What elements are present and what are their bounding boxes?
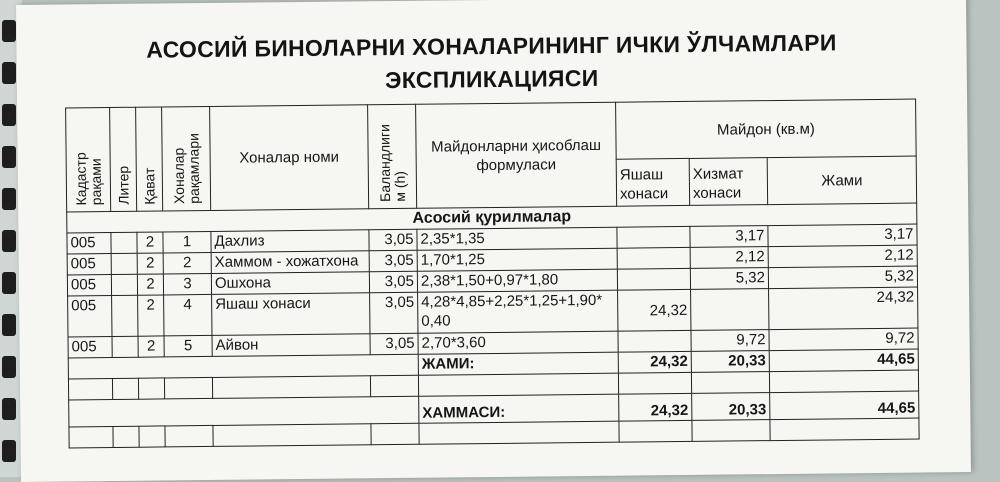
- binding-ring: [2, 230, 16, 252]
- cell-formula: 2,70*3,60: [418, 331, 618, 354]
- header-total: Жами: [767, 156, 916, 205]
- cell-cadastral: 005: [68, 336, 112, 357]
- cell-cadastral: 005: [68, 295, 112, 336]
- cell-formula: 2,38*1,50+0,97*1,80: [417, 269, 617, 292]
- grandtotal-label: ХАММАСИ:: [419, 394, 619, 423]
- subtotal-total: 44,65: [769, 349, 918, 372]
- header-height: Баландлиги м (h): [368, 104, 417, 208]
- grandtotal-total: 44,65: [770, 391, 919, 420]
- header-room-number: Хоналар рақамлари: [162, 106, 211, 210]
- header-floor: Қават: [136, 107, 163, 211]
- binding-ring: [2, 20, 16, 42]
- cell-floor: 2: [137, 274, 163, 295]
- document-page: [16, 0, 971, 482]
- cell-room-name: Дахлиз: [211, 230, 369, 253]
- cell-living: [617, 268, 690, 290]
- cell-room-name: Хаммом - хожатхона: [211, 251, 369, 274]
- section-title: Асосий қурилмалар: [67, 203, 917, 233]
- document-title: АСОСИЙ БИНОЛАРНИ ХОНАЛАРИНИНГ ИЧКИ ЎЛЧАМЛАРИ: [146, 29, 837, 63]
- binding-ring: [2, 314, 16, 336]
- cell-liter: [112, 295, 138, 336]
- cell-liter: [111, 232, 137, 253]
- cell-formula: 2,35*1,35: [417, 227, 617, 250]
- cell-formula: 4,28*4,85+2,25*1,25+1,90*0,40: [418, 290, 618, 333]
- subtotal-service: 20,33: [691, 351, 769, 373]
- cell-room-number: 1: [163, 231, 211, 253]
- cell-service: 2,12: [690, 247, 768, 269]
- binding-ring: [2, 188, 16, 210]
- binding-ring: [2, 356, 16, 378]
- cell-cadastral: 005: [67, 232, 111, 253]
- cell-floor: 2: [138, 295, 164, 336]
- cell-room-name: Ошхона: [211, 272, 369, 295]
- header-service: Хизмат хонаси: [689, 158, 767, 206]
- binding-ring: [2, 104, 16, 126]
- cell-liter: [111, 274, 137, 295]
- cell-height: 3,05: [369, 271, 417, 293]
- binding-ring: [2, 440, 16, 462]
- cell-total: 5,32: [768, 266, 917, 289]
- cell-height: 3,05: [370, 333, 418, 355]
- cell-floor: 2: [138, 336, 164, 357]
- grandtotal-service: 20,33: [692, 393, 770, 421]
- header-living: Яшаш хонаси: [616, 158, 689, 206]
- cell-service: [691, 289, 769, 331]
- cell-floor: 2: [137, 253, 163, 274]
- cell-service: 3,17: [690, 226, 768, 248]
- cell-room-number: 4: [164, 294, 212, 336]
- subtotal-label: ЖАМИ:: [418, 352, 618, 375]
- cell-room-name: Яшаш хонаси: [212, 293, 370, 336]
- cell-room-number: 2: [163, 252, 211, 274]
- grandtotal-living: 24,32: [619, 393, 692, 421]
- cell-living: [617, 247, 690, 269]
- cell-height: 3,05: [369, 250, 417, 272]
- cell-living: 24,32: [618, 289, 691, 331]
- cell-service: 9,72: [691, 330, 769, 352]
- grandtotal-spacer: [69, 396, 419, 427]
- cell-liter: [112, 336, 138, 357]
- cell-floor: 2: [137, 232, 163, 253]
- cell-liter: [111, 253, 137, 274]
- cell-room-name: Айвон: [212, 334, 370, 357]
- binding-ring: [2, 146, 16, 168]
- cell-service: 5,32: [690, 268, 768, 290]
- cell-living: [617, 226, 690, 248]
- cell-total: 3,17: [768, 224, 917, 247]
- cell-total: 2,12: [768, 245, 917, 268]
- cell-formula: 1,70*1,25: [417, 248, 617, 271]
- binding-ring: [2, 62, 16, 84]
- subtotal-living: 24,32: [618, 351, 691, 373]
- cell-height: 3,05: [369, 229, 417, 251]
- cell-height: 3,05: [370, 292, 418, 334]
- cell-living: [618, 330, 691, 352]
- header-room-name: Хоналар номи: [210, 105, 369, 211]
- document-subtitle: ЭКСПЛИКАЦИЯСИ: [384, 64, 599, 94]
- binding-ring: [2, 398, 16, 420]
- cell-total: 24,32: [769, 287, 918, 330]
- cell-room-number: 3: [163, 273, 211, 295]
- binding-ring: [2, 272, 16, 294]
- explication-table: [65, 99, 920, 449]
- header-cadastral: Кадастр рақами: [66, 107, 111, 211]
- cell-total: 9,72: [769, 328, 918, 351]
- header-formula: Майдонларни ҳисоблаш формуласи: [416, 102, 617, 208]
- header-row: [66, 99, 917, 165]
- header-area-group: Майдон (кв.м): [616, 99, 917, 159]
- header-liter: Литер: [110, 107, 137, 211]
- cell-cadastral: 005: [67, 274, 111, 295]
- cell-cadastral: 005: [67, 253, 111, 274]
- cell-room-number: 5: [164, 335, 212, 357]
